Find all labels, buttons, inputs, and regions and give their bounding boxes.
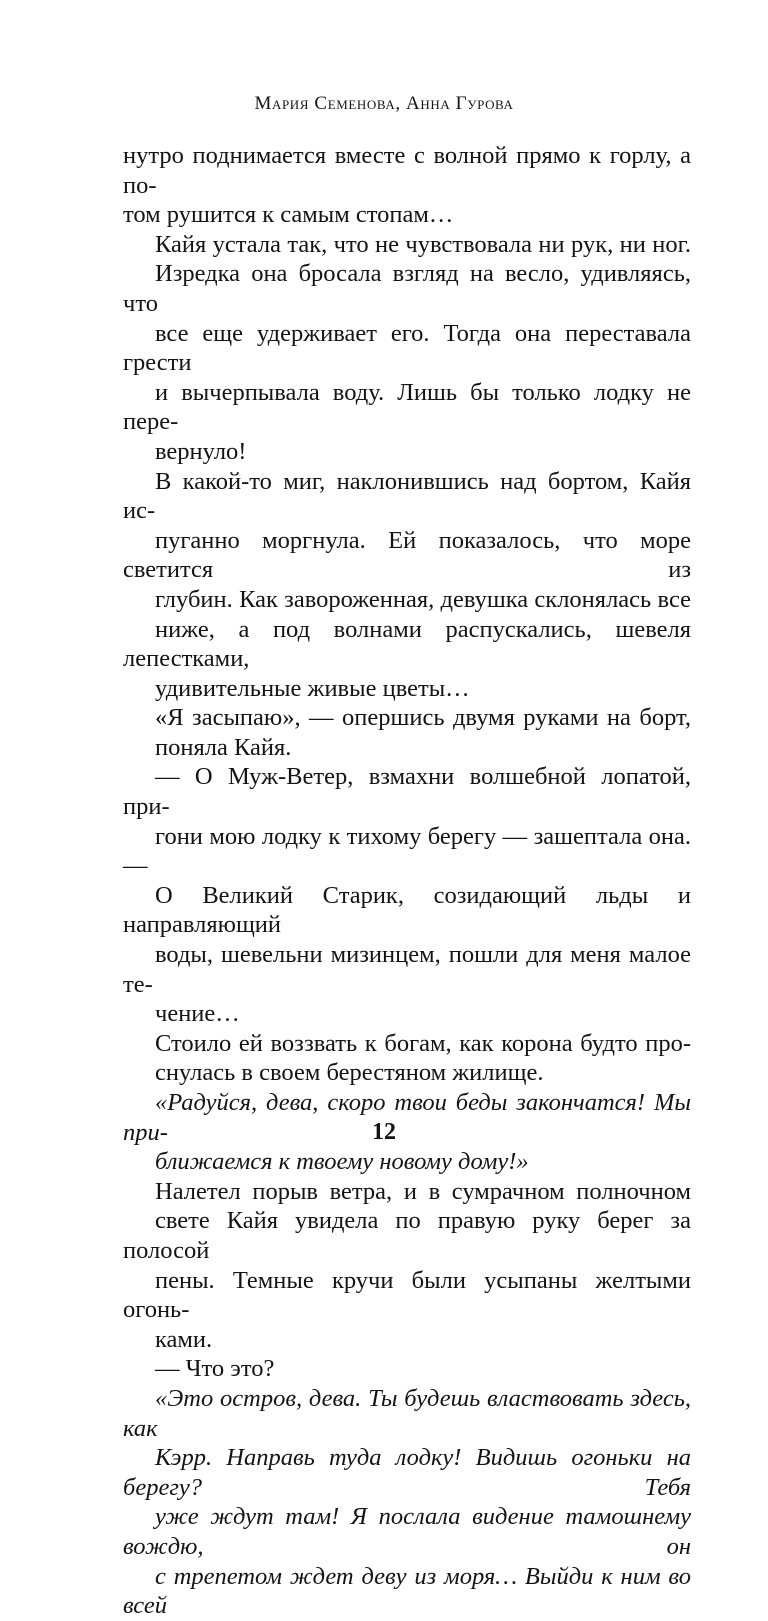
text-line: пены. Темные кручи были усыпаны желтыми огонь- [123,1266,691,1324]
text-line: чение… [155,1000,240,1028]
text-line: снулась в своем берестяном жилище. [155,1059,544,1087]
text-line: «Я засыпаю», — опершись двумя руками на борт, [155,704,691,732]
text-line: и вычерпывала воду. Лишь бы только лодку не пере- [123,378,691,436]
text-line: гони мою лодку к тихому берегу — зашептала она. — [123,822,691,880]
text-line: ками. [155,1325,213,1353]
text-line: Кайя устала так, что не чувствовала ни рук, ни ног. [155,230,691,258]
text-line: том рушится к самым стопам… [123,201,454,229]
body-text [123,141,691,1621]
text-line: «Радуйся, дева, скоро твои беды закончатся! Мы при- [123,1089,691,1146]
paragraph [123,141,691,230]
paragraph [123,762,691,1028]
text-line: Кэрр. Направь туда лодку! Видишь огоньки на берегу? Тебя [123,1444,691,1501]
text-line: Изредка она бросала взгляд на весло, удивляясь, что [123,260,691,317]
text-line: поняла Кайя. [155,733,292,761]
text-line: нутро поднимается вместе с волной прямо к горлу, а по- [123,142,691,199]
running-header-authors: Мария Семенова, Анна Гурова [254,93,514,114]
paragraph [123,703,691,762]
text-line: пуганно моргнула. Ей показалось, что море светится из [123,526,691,584]
text-line: В какой-то миг, наклонившись над бортом, Кайя ис- [123,467,691,525]
text-line: уже ждут там! Я послала видение тамошнему вождю, он [123,1503,691,1560]
text-line: — О Муж-Ветер, взмахни волшебной лопатой, при- [123,763,691,821]
text-line: ближаемся к твоему новому дому!» [155,1148,529,1176]
text-line: вернуло! [155,437,247,465]
page-number: 12 [372,1119,396,1145]
paragraph [123,1029,691,1088]
text-line: О Великий Старик, созидающий льды и направляющий [123,881,691,939]
paragraph [123,1177,691,1355]
text-line: удивительные живые цветы… [155,674,470,702]
text-line: с трепетом ждет деву из моря… Выйди к ним во всей [123,1562,691,1620]
text-line: Стоило ей воззвать к богам, как корона будто про- [155,1029,691,1057]
paragraph [123,467,691,704]
text-line: все еще удерживает его. Тогда она переставала грести [123,319,691,377]
text-line: глубин. Как завороженная, девушка склонялась все [155,585,691,613]
text-line: «Это остров, дева. Ты будешь властвовать здесь, как [123,1384,691,1442]
text-line: свете Кайя увидела по правую руку берег за полосой [123,1207,691,1264]
paragraph [123,1384,691,1621]
paragraph [123,230,691,467]
paragraph [123,1354,691,1384]
text-line: воды, шевельни мизинцем, пошли для меня малое те- [123,941,691,998]
text-line: — Что это? [155,1355,275,1383]
text-line: Налетел порыв ветра, и в сумрачном полночном [155,1177,691,1205]
text-line: ниже, а под волнами распускались, шевеля лепестками, [123,615,691,673]
